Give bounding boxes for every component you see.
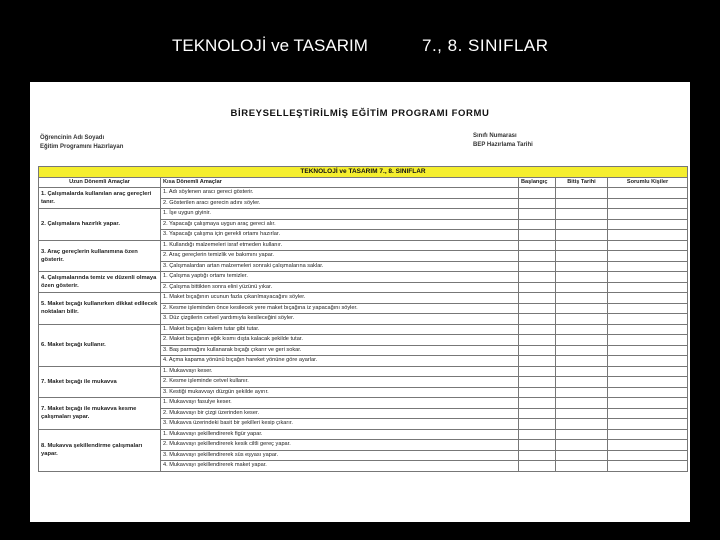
short-term-goal-cell: 2. Maket bıçağının eğik kısmı dışta kalacak şekilde tutar. — [161, 335, 519, 346]
end-date-cell — [556, 440, 608, 451]
form-title: BİREYSELLEŞTİRİLMİŞ EĞİTİM PROGRAMI FORMU — [230, 108, 490, 119]
start-date-cell — [519, 387, 556, 398]
banner-cell: TEKNOLOJİ ve TASARIM 7., 8. SINIFLAR — [39, 167, 688, 178]
end-date-cell — [556, 324, 608, 335]
responsible-cell — [608, 335, 688, 346]
end-date-cell — [556, 419, 608, 430]
start-date-cell — [519, 219, 556, 230]
slide-title — [0, 36, 720, 60]
end-date-cell — [556, 408, 608, 419]
long-term-goal-cell: 6. Maket bıçağı kullanır. — [39, 324, 161, 366]
short-term-goal-cell: 3. Çalışmalardan artan malzemeleri sonraki çalışmalarına saklar. — [161, 261, 519, 272]
start-date-cell — [519, 324, 556, 335]
banner-row — [39, 167, 688, 178]
table-row — [39, 209, 688, 220]
table-row — [39, 188, 688, 199]
start-date-cell — [519, 440, 556, 451]
end-date-cell — [556, 366, 608, 377]
start-date-cell — [519, 314, 556, 325]
table-row — [39, 398, 688, 409]
start-date-cell — [519, 188, 556, 199]
responsible-cell — [608, 209, 688, 220]
header-start: Başlangıç — [519, 177, 556, 188]
header-short-term: Kısa Dönemli Amaçlar — [161, 177, 519, 188]
end-date-cell — [556, 230, 608, 241]
bottom-strip — [0, 522, 720, 540]
responsible-cell — [608, 219, 688, 230]
end-date-cell — [556, 240, 608, 251]
start-date-cell — [519, 408, 556, 419]
start-date-cell — [519, 461, 556, 472]
responsible-cell — [608, 303, 688, 314]
start-date-cell — [519, 282, 556, 293]
table-row — [39, 429, 688, 440]
bep-form-image — [30, 82, 690, 522]
long-term-goal-cell: 7. Maket bıçağı ile mukavva — [39, 366, 161, 398]
responsible-cell — [608, 324, 688, 335]
table-row — [39, 366, 688, 377]
end-date-cell — [556, 293, 608, 304]
end-date-cell — [556, 282, 608, 293]
responsible-cell — [608, 356, 688, 367]
responsible-cell — [608, 461, 688, 472]
start-date-cell — [519, 240, 556, 251]
short-term-goal-cell: 1. Adı söylenen aracı gereci gösterir. — [161, 188, 519, 199]
end-date-cell — [556, 461, 608, 472]
short-term-goal-cell: 2. Mukavvayı bir çizgi üzerinden keser. — [161, 408, 519, 419]
class-number-label: Sınıfı Numarası — [473, 133, 517, 139]
responsible-cell — [608, 230, 688, 241]
short-term-goal-cell: 2. Çalışma bittikten sonra elini yüzünü yıkar. — [161, 282, 519, 293]
form-meta-right — [473, 132, 533, 150]
responsible-cell — [608, 366, 688, 377]
end-date-cell — [556, 356, 608, 367]
end-date-cell — [556, 387, 608, 398]
bep-date-label: BEP Hazırlama Tarihi — [473, 142, 533, 148]
responsible-cell — [608, 377, 688, 388]
table-row — [39, 293, 688, 304]
short-term-goal-cell: 3. Kestiği mukavvayı düzgün şekilde ayırır. — [161, 387, 519, 398]
start-date-cell — [519, 335, 556, 346]
long-term-goal-cell: 5. Maket bıçağı kullanırken dikkat edilecek noktaları bilir. — [39, 293, 161, 325]
end-date-cell — [556, 303, 608, 314]
start-date-cell — [519, 398, 556, 409]
header-end: Bitiş Tarihi — [556, 177, 608, 188]
responsible-cell — [608, 398, 688, 409]
start-date-cell — [519, 345, 556, 356]
short-term-goal-cell: 2. Gösterilen aracı gerecin adını söyler. — [161, 198, 519, 209]
end-date-cell — [556, 335, 608, 346]
slide-title-subject: TEKNOLOJİ ve TASARIM — [172, 36, 368, 55]
start-date-cell — [519, 261, 556, 272]
responsible-cell — [608, 188, 688, 199]
end-date-cell — [556, 377, 608, 388]
short-term-goal-cell: 1. Kullandığı malzemeleri israf etmeden kullanır. — [161, 240, 519, 251]
responsible-cell — [608, 419, 688, 430]
start-date-cell — [519, 198, 556, 209]
short-term-goal-cell: 3. Mukavvayı şekillendirerek süs eşyası yapar. — [161, 450, 519, 461]
long-term-goal-cell: 4. Çalışmalarında temiz ve düzenli olmaya özen gösterir. — [39, 272, 161, 293]
short-term-goal-cell: 3. Yapacağı çalışma için gerekli ortamı hazırlar. — [161, 230, 519, 241]
short-term-goal-cell: 4. Mukavvayı şekillendirerek maket yapar. — [161, 461, 519, 472]
long-term-goal-cell: 8. Mukavva şekillendirme çalışmaları yapar. — [39, 429, 161, 471]
long-term-goal-cell: 7. Maket bıçağı ile mukavva kesme çalışmaları yapar. — [39, 398, 161, 430]
end-date-cell — [556, 429, 608, 440]
end-date-cell — [556, 251, 608, 262]
short-term-goal-cell: 2. Mukavvayı şekillendirerek kesik ciltli gereç yapar. — [161, 440, 519, 451]
short-term-goal-cell: 3. Mukavva üzerindeki basit bir şekilleri kesip çıkarır. — [161, 419, 519, 430]
short-term-goal-cell: 3. Baş parmağını kullanarak bıçağı çıkarır ve geri sokar. — [161, 345, 519, 356]
short-term-goal-cell: 1. Maket bıçağını kalem tutar gibi tutar. — [161, 324, 519, 335]
end-date-cell — [556, 272, 608, 283]
short-term-goal-cell: 2. Araç gereçlerin temizlik ve bakımını yapar. — [161, 251, 519, 262]
end-date-cell — [556, 198, 608, 209]
start-date-cell — [519, 429, 556, 440]
header-responsible: Sorumlu Kişiler — [608, 177, 688, 188]
start-date-cell — [519, 272, 556, 283]
short-term-goal-cell: 1. Mukavvayı keser. — [161, 366, 519, 377]
start-date-cell — [519, 377, 556, 388]
goals-table — [38, 166, 688, 472]
responsible-cell — [608, 261, 688, 272]
end-date-cell — [556, 219, 608, 230]
long-term-goal-cell: 1. Çalışmalarda kullanılan araç gereçleri tanır. — [39, 188, 161, 209]
end-date-cell — [556, 209, 608, 220]
responsible-cell — [608, 450, 688, 461]
end-date-cell — [556, 345, 608, 356]
prepared-by-label: Eğitim Programını Hazırlayan — [40, 144, 124, 150]
end-date-cell — [556, 450, 608, 461]
header-row — [39, 177, 688, 188]
short-term-goal-cell: 2. Kesme işleminden önce kesilecek yere maket bıçağına iz yapacağını söyler. — [161, 303, 519, 314]
start-date-cell — [519, 450, 556, 461]
short-term-goal-cell: 1. İşe uygun giyinir. — [161, 209, 519, 220]
start-date-cell — [519, 230, 556, 241]
start-date-cell — [519, 419, 556, 430]
student-name-label: Öğrencinin Adı Soyadı — [40, 135, 105, 141]
short-term-goal-cell: 1. Maket bıçağının ucunun fazla çıkarılmayacağını söyler. — [161, 293, 519, 304]
responsible-cell — [608, 293, 688, 304]
end-date-cell — [556, 188, 608, 199]
short-term-goal-cell: 1. Mukavvayı şekillendirerek figür yapar. — [161, 429, 519, 440]
table-row — [39, 240, 688, 251]
long-term-goal-cell: 3. Araç gereçlerin kullanımına özen gösterir. — [39, 240, 161, 272]
responsible-cell — [608, 429, 688, 440]
responsible-cell — [608, 345, 688, 356]
start-date-cell — [519, 209, 556, 220]
responsible-cell — [608, 251, 688, 262]
responsible-cell — [608, 387, 688, 398]
start-date-cell — [519, 251, 556, 262]
form-meta-left — [40, 134, 123, 152]
slide-title-grades: 7., 8. SINIFLAR — [422, 36, 549, 55]
responsible-cell — [608, 282, 688, 293]
responsible-cell — [608, 198, 688, 209]
end-date-cell — [556, 261, 608, 272]
responsible-cell — [608, 440, 688, 451]
end-date-cell — [556, 314, 608, 325]
start-date-cell — [519, 303, 556, 314]
responsible-cell — [608, 272, 688, 283]
header-long-term: Uzun Dönemli Amaçlar — [39, 177, 161, 188]
short-term-goal-cell: 1. Mukavvayı fasulye keser. — [161, 398, 519, 409]
short-term-goal-cell: 2. Yapacağı çalışmaya uygun araç gereci alır. — [161, 219, 519, 230]
start-date-cell — [519, 366, 556, 377]
responsible-cell — [608, 408, 688, 419]
start-date-cell — [519, 293, 556, 304]
short-term-goal-cell: 4. Açma kapama yönünü bıçağın hareket yönüne göre ayarlar. — [161, 356, 519, 367]
table-row — [39, 324, 688, 335]
long-term-goal-cell: 2. Çalışmalara hazırlık yapar. — [39, 209, 161, 241]
end-date-cell — [556, 398, 608, 409]
short-term-goal-cell: 3. Düz çizgilerin cetvel yardımıyla kesileceğini söyler. — [161, 314, 519, 325]
start-date-cell — [519, 356, 556, 367]
short-term-goal-cell: 2. Kesme işleminde cetvel kullanır. — [161, 377, 519, 388]
responsible-cell — [608, 314, 688, 325]
table-row — [39, 272, 688, 283]
responsible-cell — [608, 240, 688, 251]
short-term-goal-cell: 1. Çalışma yaptığı ortamı temizler. — [161, 272, 519, 283]
